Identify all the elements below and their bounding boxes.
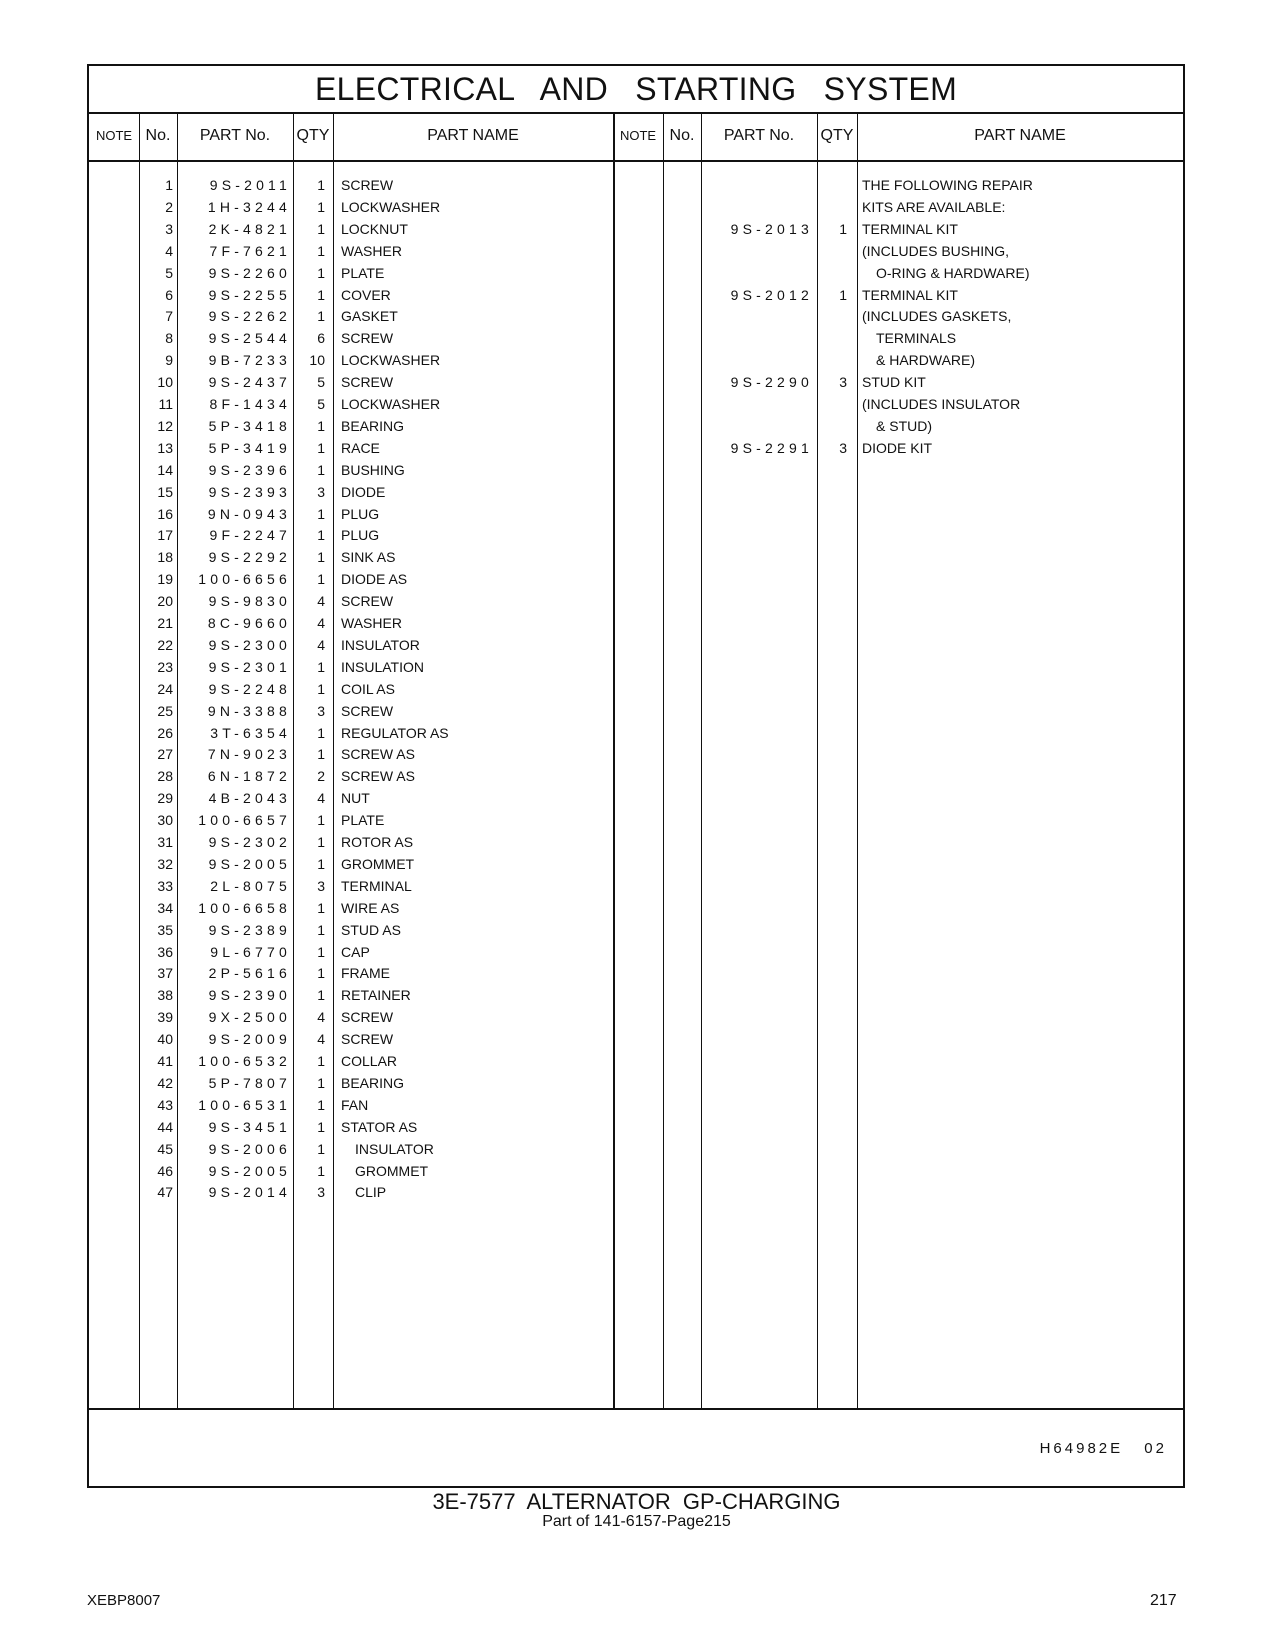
- item-number: 35: [157, 921, 173, 938]
- part-number: 9S-2011: [209, 177, 291, 193]
- part-name: CLIP: [355, 1184, 387, 1201]
- part-name: GROMMET: [355, 1162, 429, 1179]
- header-divider: [89, 160, 1183, 162]
- assembly-caption: 3E-7577 ALTERNATOR GP-CHARGING: [432, 1489, 841, 1514]
- item-number: 27: [157, 746, 173, 763]
- item-number: 17: [157, 527, 173, 544]
- part-number: 8C-9660: [207, 615, 291, 631]
- table-row: [89, 897, 1183, 919]
- kit-row: [89, 393, 1183, 415]
- table-row: [89, 568, 1183, 590]
- part-name: CAP: [341, 943, 370, 960]
- part-number: 9S-2300: [208, 636, 291, 653]
- quantity: 1: [317, 505, 325, 522]
- part-number: 9L-6770: [210, 943, 291, 960]
- part-number: 9S-2255: [208, 286, 291, 303]
- part-number: 100-6658: [198, 899, 291, 916]
- part-name: PLUG: [341, 505, 380, 522]
- part-number: 9S-2437: [208, 374, 291, 391]
- kit-part-number: 9S-2012: [730, 286, 813, 303]
- quantity: 1: [317, 921, 325, 938]
- item-number: 16: [157, 505, 173, 522]
- part-name: SCREW: [341, 177, 394, 193]
- kit-part-number: 9S-2013: [730, 220, 813, 237]
- table-row: [89, 546, 1183, 568]
- quantity: 4: [317, 615, 325, 631]
- item-number: 4: [165, 242, 173, 259]
- kit-description: & HARDWARE): [876, 352, 976, 369]
- part-name: COLLAR: [341, 1053, 398, 1069]
- part-name: FAN: [341, 1096, 369, 1113]
- quantity: 1: [317, 242, 325, 259]
- table-row: [89, 875, 1183, 897]
- part-name: ROTOR AS: [341, 834, 414, 850]
- quantity: 1: [317, 965, 325, 982]
- part-name: REGULATOR AS: [341, 724, 449, 741]
- table-row: [89, 481, 1183, 503]
- part-name: SCREW AS: [341, 768, 415, 785]
- item-number: 28: [157, 768, 173, 785]
- item-number: 24: [157, 680, 173, 697]
- table-bottom-divider: [89, 1408, 1183, 1410]
- quantity: 3: [317, 877, 325, 894]
- part-number: 9S-2302: [208, 834, 291, 850]
- part-number: 3T-6354: [210, 724, 291, 741]
- item-number: 34: [157, 899, 173, 916]
- part-name: RETAINER: [341, 987, 411, 1004]
- part-name: WASHER: [341, 615, 402, 631]
- kit-description: O-RING & HARDWARE): [876, 264, 1030, 281]
- part-number: 9S-3451: [208, 1118, 291, 1135]
- part-number: 9S-2248: [208, 680, 291, 697]
- table-row: [89, 722, 1183, 744]
- quantity: 3: [317, 702, 325, 719]
- kit-description: KITS ARE AVAILABLE:: [862, 198, 1006, 215]
- part-number: 9S-2393: [208, 483, 291, 500]
- part-name: BUSHING: [341, 461, 405, 478]
- quantity: 1: [317, 680, 325, 697]
- part-number: 9S-2260: [208, 264, 291, 281]
- quantity: 4: [317, 636, 325, 653]
- item-number: 42: [157, 1074, 173, 1091]
- header-part-name-left: PART NAME: [427, 127, 519, 144]
- part-name: WASHER: [341, 242, 402, 259]
- part-number: 100-6532: [198, 1053, 291, 1069]
- item-number: 8: [165, 330, 173, 347]
- part-name: TERMINAL: [341, 877, 412, 894]
- kit-description: DIODE KIT: [862, 439, 933, 456]
- part-name: COVER: [341, 286, 391, 303]
- quantity: 1: [317, 855, 325, 872]
- quantity: 4: [317, 1031, 325, 1048]
- kit-description: TERMINAL KIT: [862, 286, 958, 303]
- table-row: [89, 809, 1183, 831]
- quantity: 10: [309, 352, 325, 369]
- part-name: GASKET: [341, 308, 398, 325]
- part-name: SCREW: [341, 702, 394, 719]
- part-number: 9S-2396: [208, 461, 291, 478]
- part-name: WIRE AS: [341, 899, 400, 916]
- part-number: 100-6657: [198, 812, 291, 829]
- part-name: SCREW AS: [341, 746, 415, 763]
- quantity: 4: [317, 1009, 325, 1026]
- part-number: 2L-8075: [210, 877, 291, 894]
- part-number: 7F-7621: [209, 242, 291, 259]
- quantity: 1: [317, 1140, 325, 1157]
- part-name: COIL AS: [341, 680, 395, 697]
- header-no-right: No.: [669, 127, 695, 144]
- header-qty-left: QTY: [296, 127, 330, 144]
- table-row: [89, 634, 1183, 656]
- item-number: 41: [157, 1053, 173, 1069]
- kit-row: [89, 284, 1183, 306]
- table-row: [89, 1138, 1183, 1160]
- quantity: 1: [317, 461, 325, 478]
- kit-description: STUD KIT: [862, 374, 926, 391]
- kit-row: [89, 218, 1183, 240]
- part-name: RACE: [341, 439, 380, 456]
- table-row: [89, 765, 1183, 787]
- part-number: 1H-3244: [207, 198, 291, 215]
- item-number: 44: [157, 1118, 173, 1135]
- header-note-right: NOTE: [619, 128, 657, 143]
- table-row: [89, 984, 1183, 1006]
- item-number: 30: [157, 812, 173, 829]
- kit-description: (INCLUDES GASKETS,: [862, 308, 1012, 325]
- part-name: GROMMET: [341, 855, 415, 872]
- item-number: 10: [157, 374, 173, 391]
- kit-row: [89, 240, 1183, 262]
- part-number: 9S-2014: [208, 1184, 291, 1201]
- item-number: 32: [157, 855, 173, 872]
- part-name: PLUG: [341, 527, 380, 544]
- table-row: [89, 503, 1183, 525]
- assembly-subcaption: Part of 141-6157-Page215: [542, 1513, 731, 1530]
- quantity: 1: [317, 308, 325, 325]
- item-number: 11: [158, 396, 173, 412]
- quantity: 3: [317, 1184, 325, 1201]
- quantity: 1: [317, 527, 325, 544]
- item-number: 39: [157, 1009, 173, 1026]
- item-number: 47: [157, 1184, 173, 1201]
- item-number: 13: [157, 439, 173, 456]
- table-row: [89, 831, 1183, 853]
- part-name: INSULATOR: [355, 1140, 434, 1157]
- quantity: 1: [317, 1162, 325, 1179]
- part-number: 7N-9023: [207, 746, 291, 763]
- table-row: [89, 590, 1183, 612]
- kit-row: [89, 349, 1183, 371]
- quantity: 2: [317, 768, 325, 785]
- item-number: 6: [165, 286, 173, 303]
- table-row: [89, 700, 1183, 722]
- header-part-no-left: PART No.: [199, 127, 271, 144]
- item-number: 7: [165, 308, 173, 325]
- table-row: [89, 524, 1183, 546]
- part-number: 5P-3418: [208, 417, 291, 434]
- part-name: DIODE AS: [341, 571, 408, 588]
- kit-description: (INCLUDES INSULATOR: [862, 396, 1021, 412]
- table-row: [89, 1160, 1183, 1182]
- part-name: SCREW: [341, 330, 394, 347]
- item-number: 20: [157, 593, 173, 610]
- header-qty-right: QTY: [820, 127, 854, 144]
- table-row: [89, 1028, 1183, 1050]
- quantity: 5: [317, 396, 325, 412]
- part-number: 5P-3419: [208, 439, 291, 456]
- table-row: [89, 612, 1183, 634]
- item-number: 40: [157, 1031, 173, 1048]
- part-name: DIODE: [341, 483, 386, 500]
- kit-row: [89, 415, 1183, 437]
- part-number: 4B-2043: [208, 790, 291, 807]
- kit-description: TERMINALS: [876, 330, 957, 347]
- quantity: 1: [317, 286, 325, 303]
- part-name: SCREW: [341, 593, 394, 610]
- page-number: 217: [1150, 1592, 1177, 1609]
- part-name: LOCKWASHER: [341, 352, 441, 369]
- part-name: SCREW: [341, 1009, 394, 1026]
- quantity: 1: [317, 417, 325, 434]
- item-number: 36: [157, 943, 173, 960]
- part-number: 9S-2389: [208, 921, 291, 938]
- table-row: [89, 941, 1183, 963]
- quantity: 6: [317, 330, 325, 347]
- table-row: [89, 1072, 1183, 1094]
- part-number: 9S-9830: [208, 593, 291, 610]
- part-name: PLATE: [341, 264, 385, 281]
- part-number: 9S-2006: [208, 1140, 291, 1157]
- table-row: [89, 962, 1183, 984]
- quantity: 1: [317, 746, 325, 763]
- part-name: SCREW: [341, 374, 394, 391]
- item-number: 31: [157, 834, 173, 850]
- item-number: 46: [157, 1162, 173, 1179]
- kit-row: [89, 262, 1183, 284]
- part-number: 9N-0943: [207, 505, 291, 522]
- quantity: 1: [317, 724, 325, 741]
- part-name: FRAME: [341, 965, 390, 982]
- kit-quantity: 3: [839, 439, 847, 456]
- quantity: 1: [317, 987, 325, 1004]
- kit-row: [89, 437, 1183, 459]
- table-row: [89, 1181, 1183, 1203]
- quantity: 1: [317, 812, 325, 829]
- part-name: SINK AS: [341, 549, 396, 566]
- header-no-left: No.: [145, 127, 171, 144]
- kit-row: [89, 371, 1183, 393]
- table-row: [89, 1094, 1183, 1116]
- kit-description: TERMINAL KIT: [862, 220, 958, 237]
- quantity: 1: [317, 571, 325, 588]
- part-number: 9S-2262: [208, 308, 291, 325]
- part-number: 9X-2500: [208, 1009, 291, 1026]
- item-number: 9: [165, 352, 173, 369]
- quantity: 1: [317, 1096, 325, 1113]
- quantity: 3: [317, 483, 325, 500]
- table-row: [89, 678, 1183, 700]
- part-number: 2P-5616: [208, 965, 291, 982]
- part-number: 9S-2301: [208, 658, 291, 675]
- item-number: 23: [157, 658, 173, 675]
- header-part-name-right: PART NAME: [974, 127, 1066, 144]
- drawing-code: H64982E 02: [1039, 1440, 1167, 1457]
- page-title: ELECTRICAL AND STARTING SYSTEM: [89, 66, 1183, 114]
- table-row: [89, 656, 1183, 678]
- header-note-left: NOTE: [95, 128, 133, 143]
- part-number: 9S-2009: [208, 1031, 291, 1048]
- item-number: 2: [165, 198, 173, 215]
- kit-quantity: 1: [839, 286, 847, 303]
- quantity: 1: [317, 899, 325, 916]
- quantity: 4: [317, 790, 325, 807]
- part-name: BEARING: [341, 417, 405, 434]
- quantity: 1: [317, 1074, 325, 1091]
- quantity: 1: [317, 198, 325, 215]
- document-id: XEBP8007: [87, 1592, 161, 1609]
- item-number: 18: [157, 549, 173, 566]
- part-name: INSULATOR: [341, 636, 420, 653]
- item-number: 19: [157, 571, 173, 588]
- item-number: 3: [165, 220, 173, 237]
- table-row: [89, 1006, 1183, 1028]
- quantity: 1: [317, 1118, 325, 1135]
- kit-description: & STUD): [876, 417, 932, 434]
- part-number: 9S-2544: [208, 330, 291, 347]
- part-number: 2K-4821: [208, 220, 291, 237]
- quantity: 1: [317, 439, 325, 456]
- kit-description: THE FOLLOWING REPAIR: [862, 177, 1033, 193]
- kit-row: [89, 305, 1183, 327]
- quantity: 1: [317, 834, 325, 850]
- quantity: 1: [317, 943, 325, 960]
- part-name: NUT: [341, 790, 370, 807]
- part-number: 9S-2292: [208, 549, 291, 566]
- part-name: LOCKNUT: [341, 220, 408, 237]
- kit-quantity: 1: [839, 220, 847, 237]
- item-number: 33: [157, 877, 173, 894]
- quantity: 1: [317, 658, 325, 675]
- quantity: 5: [317, 374, 325, 391]
- item-number: 43: [157, 1096, 173, 1113]
- item-number: 5: [165, 264, 173, 281]
- part-name: SCREW: [341, 1031, 394, 1048]
- part-number: 9B-7233: [208, 352, 291, 369]
- table-row: [89, 787, 1183, 809]
- item-number: 22: [157, 636, 173, 653]
- part-number: 9N-3388: [207, 702, 291, 719]
- part-name: STATOR AS: [341, 1118, 418, 1135]
- item-number: 45: [157, 1140, 173, 1157]
- part-name: LOCKWASHER: [341, 198, 441, 215]
- part-number: 8F-1434: [209, 396, 291, 412]
- part-number: 100-6656: [198, 571, 291, 588]
- item-number: 25: [157, 702, 173, 719]
- part-number: 100-6531: [198, 1096, 291, 1113]
- item-number: 21: [157, 615, 173, 631]
- kit-part-number: 9S-2290: [730, 374, 813, 391]
- quantity: 1: [317, 264, 325, 281]
- part-number: 5P-7807: [208, 1074, 291, 1091]
- kit-description: (INCLUDES BUSHING,: [862, 242, 1010, 259]
- table-row: [89, 1116, 1183, 1138]
- part-name: BEARING: [341, 1074, 405, 1091]
- table-row: [89, 1050, 1183, 1072]
- part-name: STUD AS: [341, 921, 401, 938]
- part-number: 9F-2247: [209, 527, 291, 544]
- table-row: [89, 459, 1183, 481]
- item-number: 15: [157, 483, 173, 500]
- table-row: [89, 853, 1183, 875]
- part-number: 9S-2390: [208, 987, 291, 1004]
- quantity: 1: [317, 220, 325, 237]
- table-row: [89, 743, 1183, 765]
- item-number: 14: [157, 461, 173, 478]
- kit-row: [89, 174, 1183, 196]
- kit-quantity: 3: [839, 374, 847, 391]
- part-name: LOCKWASHER: [341, 396, 441, 412]
- table-row: [89, 919, 1183, 941]
- item-number: 12: [157, 417, 173, 434]
- quantity: 1: [317, 177, 325, 193]
- item-number: 38: [157, 987, 173, 1004]
- header-part-no-right: PART No.: [723, 127, 795, 144]
- item-number: 26: [157, 724, 173, 741]
- quantity: 1: [317, 1053, 325, 1069]
- part-name: INSULATION: [341, 658, 424, 675]
- part-name: PLATE: [341, 812, 385, 829]
- item-number: 29: [157, 790, 173, 807]
- kit-part-number: 9S-2291: [730, 439, 813, 456]
- kit-row: [89, 196, 1183, 218]
- part-number: 6N-1872: [207, 768, 291, 785]
- quantity: 4: [317, 593, 325, 610]
- parts-table-frame: [87, 64, 1185, 1488]
- part-number: 9S-2005: [208, 1162, 291, 1179]
- kit-row: [89, 327, 1183, 349]
- item-number: 1: [165, 177, 173, 193]
- quantity: 1: [317, 549, 325, 566]
- item-number: 37: [157, 965, 173, 982]
- part-number: 9S-2005: [208, 855, 291, 872]
